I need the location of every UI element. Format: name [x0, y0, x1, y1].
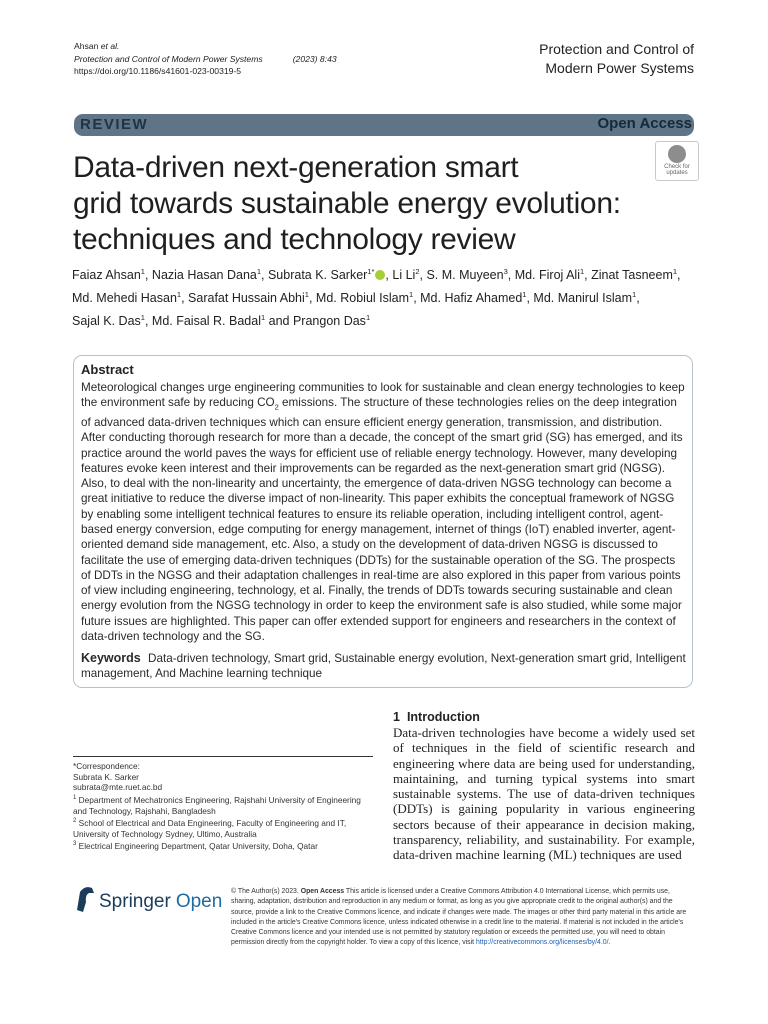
orcid-icon[interactable]: [375, 270, 385, 280]
affiliation: $^1$ Department of Mechatronics Engineering, Rajshahi University of Engineering and Technology, Rajshahi, Bangladesh: [73, 794, 361, 816]
doi-link[interactable]: https://doi.org/10.1186/s41601-023-00319-5: [74, 66, 242, 77]
header-et-al: et al.: [100, 41, 120, 51]
abstract-heading: Abstract: [81, 362, 134, 377]
author[interactable]: Md. Manirul Islam: [533, 291, 633, 306]
keywords: [81, 651, 687, 682]
keywords-text: Data-driven technology, Smart grid, Sustainable energy evolution, Next-generation smart grid, Intelligent management, And Machine learning technique: [81, 652, 686, 681]
header-year-volume: (2023) 8:43: [292, 53, 337, 64]
footnote-divider: [73, 756, 373, 757]
author[interactable]: Md. Faisal R. Badal: [151, 314, 261, 329]
journal-name: Protection and Control of Modern Power Systems: [539, 41, 694, 76]
author[interactable]: Sarafat Hussain Abhi: [188, 291, 305, 306]
introduction-text: Data-driven technologies have become a widely used set of techniques in the field of scientific research and engineering where data are being used for understanding, maintaining, and turning typical systems into smart sustainable systems. The use of data-driven techniques (DDTs) is gaining popularity in various engineering sectors because of their appearance in decision making, transparency, reliability, and sustainability. For example, data-driven machine learning (ML) techniques are used: [393, 725, 695, 863]
running-header: [74, 40, 337, 78]
section-heading: 1 Introduction: [393, 710, 480, 724]
correspondence-block: *Correspondence: Subrata K. Sarker subrata@mte.ruet.ac.bd $^1$ Department of Mechatronics Engineering, Rajshahi University of Engineering and Technology, Rajshahi, Bangladesh $^2$ School of Electrical and Data Engineering, Faculty of Engineering and IT, University of Technology Sydney, Ultimo, Australia $^3$ Electrical Engineering Department, Qatar University, Doha, Qatar: [73, 761, 373, 852]
author[interactable]: Li Li: [392, 268, 416, 283]
article-type-label: REVIEW: [80, 116, 149, 133]
check-for-updates-badge[interactable]: Check for updates: [655, 141, 699, 181]
affiliation: $^3$ Electrical Engineering Department, Qatar University, Doha, Qatar: [73, 841, 318, 852]
abstract-text: Meteorological changes urge engineering communities to look for sustainable and clean energy technologies to keep the environment safe by reducing $CO_2$ emissions. The structure of these technologies relies on the deep integration of advanced data-driven techniques which can ensure efficient energy generation, transmission, and distribution. After conducting thorough research for more than a decade, the concept of the smart grid (SG) has emerged, and its practice around the world paves the ways for efficient use of reliable energy technology. However, many developing features evoke keen interest and their improvements can be regarded as the next-generation smart grid (NGSG). Also, to deal with the non-linearity and uncertainty, the emergence of data-driven NGSG technology can become a great initiative to reduce the diverse impact of non-linearity. This paper exhibits the conceptual framework of NGSG by enabling some intelligent technical features to ensure its reliable operation, including intelligent control, agent-based energy conversion, edge computing for energy management, internet of things (IoT) enabled inverter, agent-oriented demand side management, etc. Also, a study on the development of data-driven NGSG is discussed to facilitate the use of emerging data-driven techniques (DDTs) for the sustainable operation of the SG. The prospects of DDTs in the NGSG and their adaptation challenges in real-time are also explored in this paper from various points of view including engineering, technology, et al. Finally, the trends of DDTs towards securing sustainable and clean energy evolution from the NGSG technology in order to keep the environment safe is also studied, while some major future issues are highlighted. This paper can offer extended support for engineers and researchers in the context of data-driven technology and the SG.: [81, 381, 685, 644]
license-text: © The Author(s) 2023. Open Access This article is licensed under a Creative Commons Attribution 4.0 International License, which permits use, sharing, adaptation, distribution and reproduction in any medium or format, as long as you give appropriate credit to the original author(s) and the source, provide a link to the Creative Commons licence, and indicate if changes were made. The images or other third party material in this article are included in the article's Creative Commons licence, unless indicated otherwise in a credit line to the material. If material is not included in the article's Creative Commons licence and your intended use is not permitted by statutory regulation or exceeds the permitted use, you will need to obtain permission directly from the copyright holder. To view a copy of this licence, visit http://creativecommons.org/licenses/by/4.0/.: [231, 888, 687, 947]
author[interactable]: S. M. Muyeen: [426, 268, 504, 283]
open-access-label: Open Access: [597, 115, 692, 132]
springer-horse-icon: [73, 884, 97, 914]
author[interactable]: Md. Firoj Ali: [514, 268, 580, 283]
author[interactable]: Nazia Hasan Dana: [151, 268, 257, 283]
author[interactable]: Md. Robiul Islam: [315, 291, 410, 306]
license-link[interactable]: http://creativecommons.org/licenses/by/4.0/: [475, 939, 609, 947]
publisher-logo: Springer Open: [99, 891, 223, 912]
header-journal: Protection and Control of Modern Power Systems: [74, 53, 263, 64]
author[interactable]: Sajal K. Das: [72, 314, 141, 329]
correspondence-email[interactable]: subrata@mte.ruet.ac.bd: [73, 782, 163, 793]
header-author: Ahsan: [74, 41, 99, 51]
author-list: Faiaz Ahsan$^1$, Nazia Hasan Dana$^1$, Subrata K. Sarker$^{1*}$ , Li Li$^2$, S. M. Muyeen$^3$, Md. Firoj Ali$^1$, Zinat Tasneem$^1$, Md. Mehedi Hasan$^1$, Sarafat Hussain Abhi$^1$, Md. Robiul Islam$^1$, Md. Hafiz Ahamed$^1$, Md. Manirul Islam$^1$, Sajal K. Das$^1$, Md. Faisal R. Badal$^1$ and Prangon Das$^1$: [72, 267, 681, 329]
author[interactable]: Subrata K. Sarker: [267, 268, 368, 283]
author[interactable]: Md. Hafiz Ahamed: [420, 291, 523, 306]
check-updates-icon: [668, 145, 686, 163]
author[interactable]: Md. Mehedi Hasan: [72, 291, 177, 306]
author[interactable]: Prangon Das: [292, 314, 366, 329]
affiliation: $^2$ School of Electrical and Data Engineering, Faculty of Engineering and IT, University of Technology Sydney, Ultimo, Australia: [73, 818, 347, 839]
author[interactable]: Zinat Tasneem: [591, 268, 673, 283]
keywords-label: Keywords: [81, 651, 141, 665]
author[interactable]: Faiaz Ahsan: [72, 268, 141, 283]
article-title: Data-driven next-generation smart grid towards sustainable energy evolution: techniques and technology review: [73, 151, 621, 256]
